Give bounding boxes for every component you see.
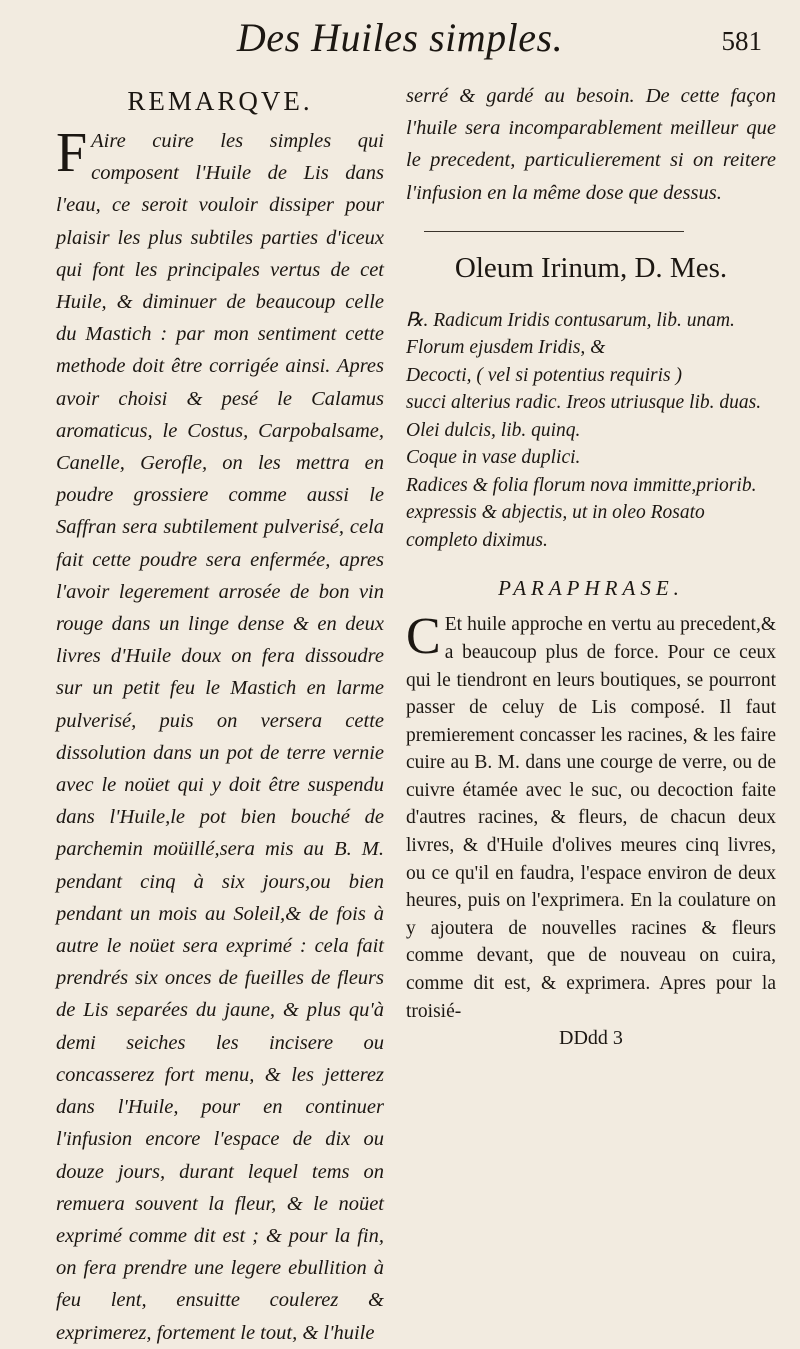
recipe-line: succi alterius radic. Ireos utriusque lib. duas. xyxy=(406,392,762,414)
recipe-line: Decocti, ( vel si potentius requiris ) xyxy=(406,364,683,386)
signature-mark: DDdd 3 xyxy=(559,1027,623,1050)
recipe-line: Olei dulcis, lib. quinq. xyxy=(406,419,581,441)
recipe-line: Coque in vase duplici. xyxy=(406,447,581,469)
continuation-paragraph: serré & gardé au besoin. De cette façon l'huile sera incomparablement meilleur que le precedent, particulierement si on reitere l'infusion en la même dose que dessus. xyxy=(406,85,776,204)
recipe-list xyxy=(406,307,776,555)
left-column xyxy=(56,80,384,1349)
paraphrase-heading: PARAPHRASE. xyxy=(498,576,684,601)
oleum-heading: Oleum Irinum, D. Mes. xyxy=(454,251,728,284)
recipe-line: Florum ejusdem Iridis, & xyxy=(406,337,606,359)
right-column xyxy=(406,80,776,1050)
paraphrase-paragraph xyxy=(406,608,776,1025)
page-number: 581 xyxy=(721,26,762,56)
running-head: Des Huiles simples. xyxy=(236,15,564,60)
recipe-line: Radices & folia florum nova immitte,priorib. expressis & abjectis, ut in oleo Rosato completo diximus. xyxy=(406,474,757,551)
recipe-line: ℞. Radicum Iridis contusarum, lib. unam. xyxy=(406,309,735,331)
remarque-heading: REMARQVE. xyxy=(127,86,313,116)
paraphrase-text: Et huile approche en vertu au precedent,& a beaucoup plus de force. Pour ce ceux qui le tiendront en leurs boutiques, se pourront passer de celuy de Lis composé. Il faut premierement concasser les racines, & les faire cuire au B. M. dans une courge de verre, ou de cuivre étamée avec le suc, ou decoction faite d'autres racines, & fleurs, de chacun deux livres, & d'Huile d'olives meures cinq livres, ou ce qu'il en faudra, l'espace environ de deux heures, puis on l'exprimera. En la coulature on y ajoutera de nouvelles racines & fleurs comme devant, que de nouveau on cuira, comme dit est, & exprimera. Apres pour la troisié- xyxy=(406,614,776,1022)
remarque-paragraph xyxy=(56,122,384,1349)
remarque-text: Aire cuire les simples qui composent l'Huile de Lis dans l'eau, ce seroit vouloir dissiper pour plaisir les plus subtiles parties d'iceux qui font les principales vertus de cet Huile, & diminuer de beaucoup celle du Mastich : par mon sentiment cette methode doit être corrigée ainsi. Apres avoir choisi & pesé le Calamus aromaticus, le Costus, Carpobalsame, Canelle, Gerofle, on les mettra en poudre grossiere comme aussi le Saffran sera subtilement pulverisé, cela fait cette poudre sera enfermée, apres l'avoir legerement arrosée de bon vin rouge dans un linge dense & en deux livres d'Huile doux on fera dissoudre sur un petit feu le Mastich en larme pulverisé, puis on versera cette dissolution dans un pot de terre vernie avec le noüet qui y doit être suspendu dans l'Huile,le pot bien bouché de parchemin moüillé,sera mis au B. M. pendant cinq à six jours,ou bien pendant un mois au Soleil,& de fois à autre le noüet sera exprimé : cela fait prendrés six onces de fueilles de fleurs de Lis separées du jaune, & plus qu'à demi seiches les incisere ou concasserez fort menu, & les jetterez dans l'Huile, pour en continuer l'infusion encore l'espace de dix ou douze jours, durant lequel tems on remuera souvent la fleur, & le noüet exprimé comme dit est ; & pour la fin, on fera prendre une legere ebullition à feu lent, ensuitte coulerez & exprimerez, fortement le tout, & l'huile xyxy=(56,130,384,1344)
section-divider xyxy=(424,231,684,232)
drop-cap-letter: F xyxy=(56,122,88,184)
paraphrase-drop-cap: C xyxy=(406,608,441,666)
